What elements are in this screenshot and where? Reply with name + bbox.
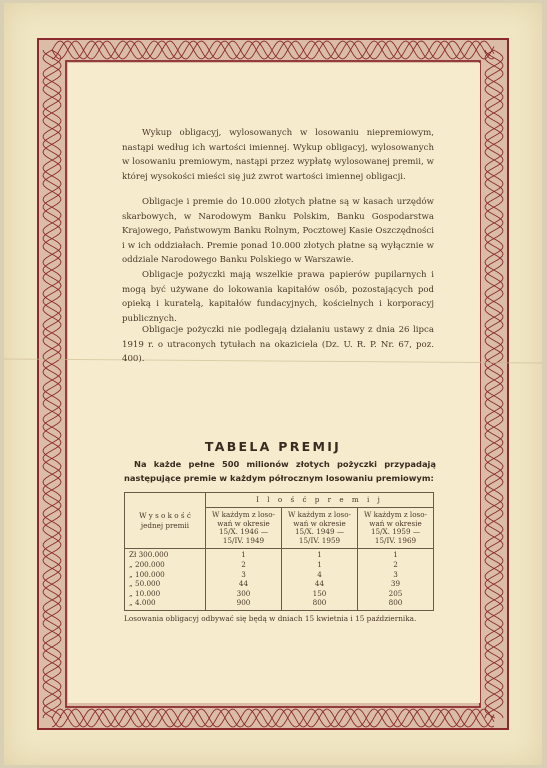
table-intro: Na każde pełne 500 milionów złotych pożyczki przypadają następujące premie w każdym półrocznym losowaniu premiowym:	[124, 459, 436, 483]
header-count-group: I l o ś ć p r e m i j	[206, 493, 434, 508]
count-period3-6: 800	[388, 598, 403, 608]
header-period-3	[358, 508, 434, 549]
count-period3-4: 39	[390, 579, 401, 589]
count-period1-3: 3	[241, 569, 246, 579]
header-amount-line2: jednej premii	[140, 520, 190, 530]
period-2-line4: 15/IV. 1959	[298, 535, 341, 545]
header-amount-line1: W y s o k o ś ć	[139, 510, 191, 520]
count-period3-5: 205	[388, 588, 403, 598]
period-3-line3: 15/X. 1959 —	[370, 527, 421, 537]
count-period1-2: 2	[241, 559, 246, 569]
count-period3-3: 3	[393, 569, 398, 579]
premium-amount-3: „ 100.000	[129, 569, 165, 579]
premium-amount-4: „ 50.000	[129, 579, 161, 589]
premium-amount-1: Zł 300.000	[129, 550, 169, 560]
premium-table	[124, 492, 434, 611]
period-2-line1: W każdym z loso-	[287, 510, 351, 519]
count-period2-5: 150	[312, 588, 327, 598]
period-1-line2: wań w okresie	[217, 518, 270, 528]
period-2-line2: wań w okresie	[293, 518, 346, 528]
header-period-2	[282, 508, 358, 549]
header-amount	[125, 493, 206, 549]
count-period3-1: 1	[393, 550, 398, 560]
counts-column-2	[282, 549, 358, 611]
table-body-row	[125, 549, 434, 611]
period-3-line4: 15/IV. 1969	[374, 535, 417, 545]
period-2-line3: 15/X. 1949 —	[294, 527, 345, 537]
count-period1-4: 44	[238, 579, 249, 589]
count-period1-5: 300	[236, 588, 251, 598]
count-period3-2: 2	[393, 559, 398, 569]
document-sheet	[4, 3, 542, 765]
count-period2-1: 1	[317, 550, 322, 560]
count-period1-1: 1	[241, 550, 246, 560]
count-period2-4: 44	[314, 579, 325, 589]
period-1-line1: W każdym z loso-	[211, 510, 275, 519]
period-3-line1: W każdym z loso-	[363, 510, 427, 519]
counts-column-1	[206, 549, 282, 611]
count-period2-6: 800	[312, 598, 327, 608]
premium-amount-2: „ 200.000	[129, 559, 165, 569]
paragraph-payment-places: Obligacje i premie do 10.000 złotych płatne są w kasach urzędów skarbowych, w Narodowym Banku Polskim, Banku Gospodarstwa Krajowego, Państwowym Banku Rolnym, Pocztowej Kasie Oszczędności i w ich oddziałach. Premie ponad 10.000 złotych płatne są wyłącznie w oddziale Narodowego Banku Polskiego w Warszawie.	[122, 197, 434, 266]
paper-fold-crease	[4, 3, 542, 765]
draw-dates-note: Losowania obligacyj odbywać się będą w dniach 15 kwietnia i 15 października.	[124, 614, 417, 623]
count-period1-6: 900	[236, 598, 251, 608]
counts-column-3	[358, 549, 434, 611]
paragraph-redemption: Wykup obligacyj, wylosowanych w losowaniu niepremiowym, nastąpi według ich wartości imiennej. Wykup obligacyj, wylosowanych w losowaniu premiowym, nastąpi przez wypłatę wylosowanej premii, w której wysokości mieści się już zwrot wartości imiennej obligacji.	[122, 128, 434, 182]
period-1-line4: 15/IV. 1949	[222, 535, 265, 545]
count-period2-3: 4	[317, 569, 322, 579]
period-3-line2: wań w okresie	[369, 518, 422, 528]
premium-amount-5: „ 10.000	[129, 588, 161, 598]
table-title: TABELA PREMIJ	[204, 439, 342, 454]
premium-amount-6: „ 4.000	[129, 598, 156, 608]
count-period2-2: 1	[317, 559, 322, 569]
header-period-1	[206, 508, 282, 549]
amounts-column	[125, 549, 206, 611]
paragraph-statute-exemption: Obligacje pożyczki nie podlegają działaniu ustawy z dnia 26 lipca 1919 r. o utraconych tytułach na okaziciela (Dz. U. R. P. Nr. 67, poz. 400).	[122, 325, 434, 365]
paragraph-pupillary-rights: Obligacje pożyczki mają wszelkie prawa papierów pupilarnych i mogą być używane do lokowania kapitałów osób, pozostających pod opieką i kuratelą, kapitałów fundacyjnych, kościelnych i korporacyj publicznych.	[122, 270, 434, 324]
period-1-line3: 15/X. 1946 —	[218, 527, 269, 537]
